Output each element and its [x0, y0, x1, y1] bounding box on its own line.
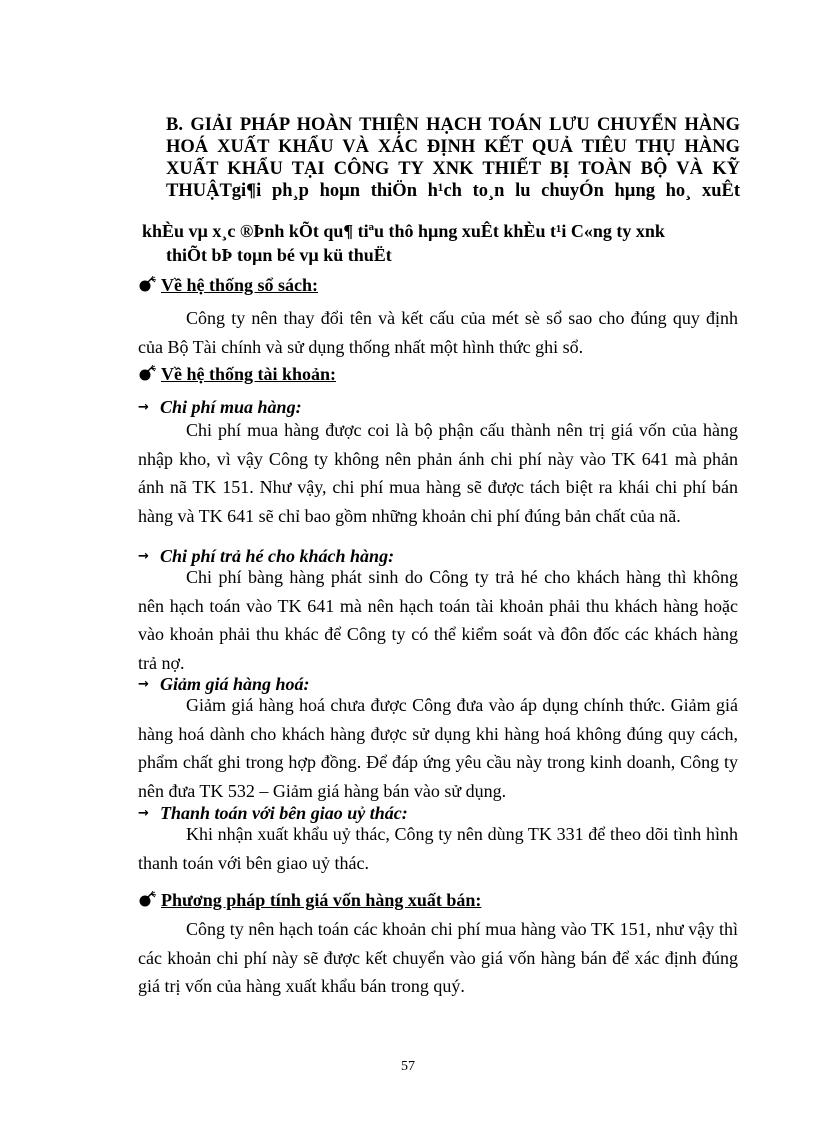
bomb-icon	[138, 365, 158, 381]
title-garbled-line: khÈu vµ x¸c ®Þnh kÕt qu¶ tiªu thô hµng xuÊt khÈu t¹i C«ng ty xnk	[142, 221, 665, 241]
page-number: 57	[401, 1059, 415, 1074]
subheading-customer-support-cost: → Chi phí trả hé cho khách hàng:	[138, 544, 394, 569]
bomb-icon	[138, 891, 158, 907]
section-heading-books	[138, 273, 318, 297]
paragraph: Khi nhận xuất khẩu uỷ thác, Công ty nên dùng TK 331 để theo dõi tình hình thanh toán với bên giao uỷ thác.	[138, 824, 738, 873]
subheading-price-discount: → Giảm giá hàng hoá:	[138, 672, 310, 697]
arrow-right-icon: →	[138, 549, 149, 564]
section-heading-text: Phương pháp tính giá vốn hàng xuất bán:	[161, 890, 482, 910]
paragraph: Giảm giá hàng hoá chưa được Công đưa vào áp dụng chính thức. Giảm giá hàng hoá dành cho khách hàng được sử dụng khi hàng hoá không đúng quy cách, phẩm chất ghi trong hợp đồng. Để đáp ứng yêu cầu này trong kinh doanh, Công ty nên đưa TK 532 – Giảm giá hàng bán vào sử dụng.	[138, 695, 738, 801]
arrow-right-icon: →	[138, 806, 149, 821]
title-line: HOÁ XUẤT KHẨU VÀ XÁC ĐỊNH KẾT QUẢ TIÊU THỤ HÀNG	[166, 137, 740, 157]
bomb-icon	[138, 276, 158, 292]
title-garbled-line: thiÕt bÞ toµn bé vµ kü thuËt	[166, 245, 392, 265]
arrow-right-icon: →	[138, 400, 149, 415]
paragraph: Chi phí bàng hàng phát sinh do Công ty trả hé cho khách hàng thì không nên hạch toán vào TK 641 mà nên hạch toán tài khoản phải thu khách hàng hoặc vào khoản phải thu khác để Công ty có thể kiểm soát và đôn đốc các khách hàng trả nợ.	[138, 567, 738, 673]
paragraph: Công ty nên hạch toán các khoản chi phí mua hàng vào TK 151, như vậy thì các khoản chi phí này sẽ được kết chuyển vào giá vốn hàng bán để xác định đúng giá trị vốn của hàng xuất khẩu bán trong quý.	[138, 919, 738, 996]
chapter-title	[166, 114, 740, 202]
title-line: XUẤT KHẨU TẠI CÔNG TY XNK THIẾT BỊ TOÀN BỘ VÀ KỸ	[166, 159, 740, 179]
arrow-right-icon: →	[138, 677, 149, 692]
section-heading-accounts	[138, 362, 336, 386]
title-line: THUẬTgi¶i ph¸p hoµn thiÖn h¹ch to¸n lu chuyÓn hµng ho¸ xuÊt	[166, 181, 740, 201]
paragraph: Công ty nên thay đổi tên và kết cấu của mét sè sổ sao cho đúng quy định của Bộ Tài chính và sử dụng thống nhất một hình thức ghi sổ.	[138, 308, 738, 357]
subheading-purchase-cost: → Chi phí mua hàng:	[138, 395, 302, 420]
subheading-consignor-payment: → Thanh toán với bên giao uỷ thác:	[138, 801, 408, 826]
paragraph: Chi phí mua hàng được coi là bộ phận cấu thành nên trị giá vốn của hàng nhập kho, vì vậy Công ty không nên phản ánh chi phí này vào TK 641 mà phản ánh nã TK 151. Như vậy, chi phí mua hàng sẽ được tách biệt ra khái chi phí bán hàng và TK 641 sẽ chỉ bao gồm những khoản chi phí đúng bản chất của nã.	[138, 420, 738, 526]
title-line: B. GIẢI PHÁP HOÀN THIỆN HẠCH TOÁN LƯU CHUYỂN HÀNG	[166, 115, 740, 135]
section-heading-cost-method	[138, 888, 481, 912]
section-heading-text: Về hệ thống tài khoản:	[161, 364, 337, 384]
section-heading-text: Về hệ thống sổ sách:	[161, 275, 319, 295]
